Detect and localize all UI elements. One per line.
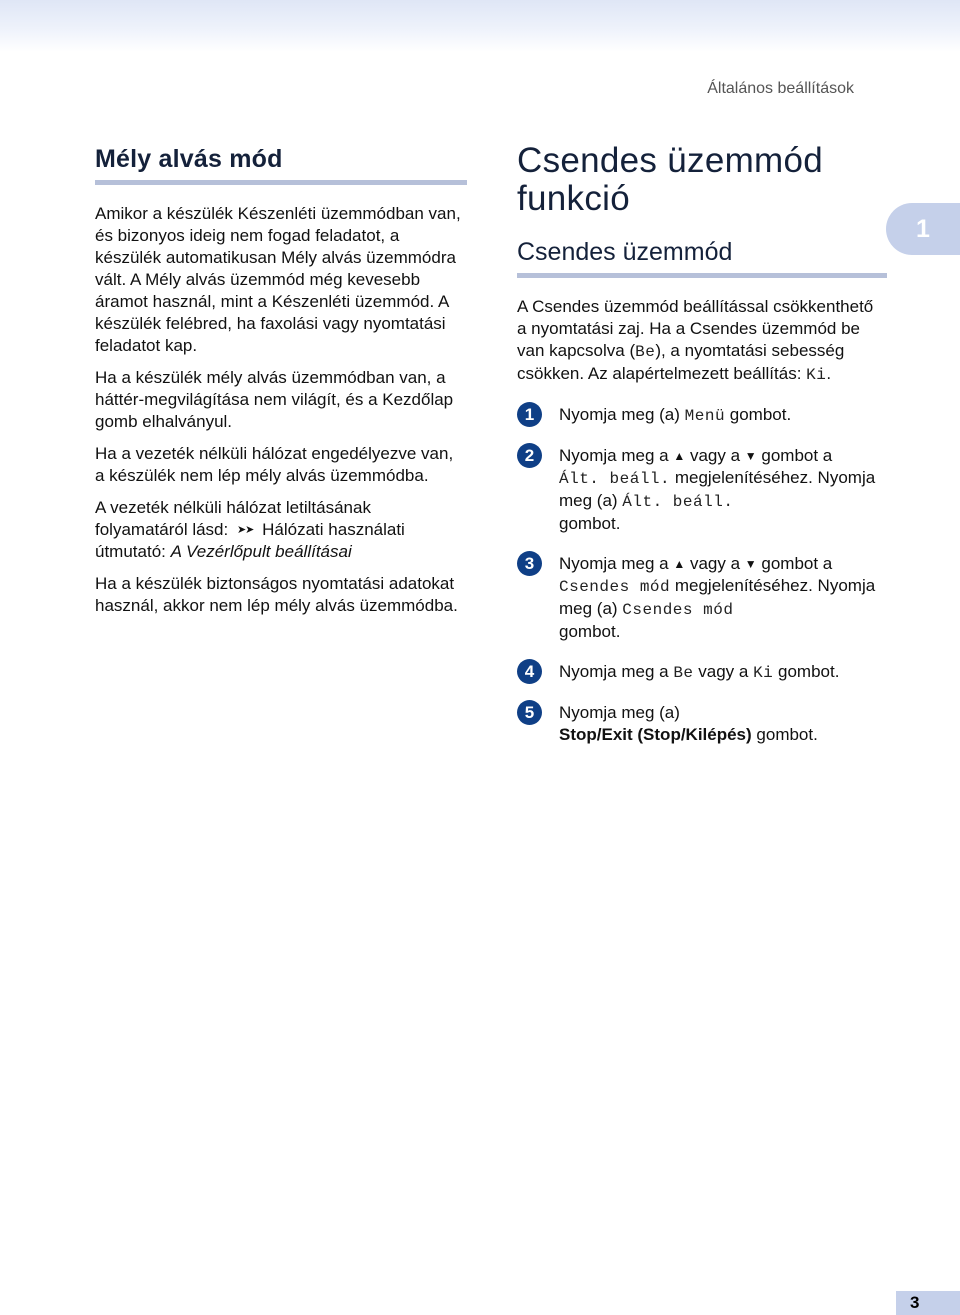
right-column xyxy=(517,142,887,764)
step-text-part: megjelenítéséhez. Nyomja meg (a) xyxy=(559,576,876,618)
guide-section-reference: A Vezérlőpult beállításai xyxy=(170,542,352,561)
step-text-part: gombot a xyxy=(756,554,833,573)
menu-key-label: Menü xyxy=(684,407,726,425)
step-text-part: vagy a xyxy=(693,662,754,681)
step-3 xyxy=(517,553,887,643)
intro-paragraph xyxy=(517,296,887,386)
lcd-option-label: Csendes mód xyxy=(559,578,671,596)
section-heading-deep-sleep: Mély alvás mód xyxy=(95,145,283,173)
step-number-badge: 2 xyxy=(517,443,542,468)
step-text-part: gombot. xyxy=(559,514,621,533)
intro-text: A Csendes üzemmód beállítással csökkenthető a nyomtatási zaj. Ha a Csendes üzemmód be van kapcsolva ( xyxy=(517,297,874,360)
step-number-badge: 5 xyxy=(517,700,542,725)
down-arrow-icon: ▼ xyxy=(744,449,757,463)
lcd-option-label: Csendes mód xyxy=(622,601,734,619)
subheading-rule xyxy=(517,273,887,278)
lcd-option-label: Ált. beáll. xyxy=(622,493,734,511)
step-text-part: gombot. xyxy=(725,405,792,424)
step-text-part: Nyomja meg a xyxy=(559,446,674,465)
left-column xyxy=(95,145,467,627)
step-text xyxy=(559,404,887,427)
down-arrow-icon: ▼ xyxy=(744,557,757,571)
step-number-badge: 1 xyxy=(517,402,542,427)
step-text-part: gombot a xyxy=(756,446,833,465)
double-arrow-icon: ➤➤ xyxy=(236,524,254,536)
intro-text: ), a nyomtatási sebesség csökken. Az alapértelmezett beállítás: xyxy=(517,341,845,383)
step-text-part: vagy a xyxy=(685,554,745,573)
up-arrow-icon: ▲ xyxy=(673,449,686,463)
step-text xyxy=(559,445,887,535)
setting-on-value: Be xyxy=(635,343,656,361)
step-text-part: gombot. xyxy=(773,662,840,681)
step-text xyxy=(559,553,887,643)
heading-rule xyxy=(95,180,467,185)
step-text-part: Nyomja meg (a) xyxy=(559,703,680,722)
step-text-part: Nyomja meg a xyxy=(559,554,674,573)
running-header: Általános beállítások xyxy=(707,80,854,97)
chapter-title: Csendes üzemmód funkció xyxy=(517,141,824,218)
step-text-part: vagy a xyxy=(685,446,745,465)
guide-reference: Hálózati használati útmutató: xyxy=(95,520,405,561)
lcd-option-label: Ki xyxy=(753,664,774,682)
paragraph-text: A vezeték nélküli hálózat letiltásának folyamatáról lásd: xyxy=(95,498,371,539)
step-text-part: Nyomja meg (a) xyxy=(559,405,685,424)
top-band xyxy=(0,0,960,52)
step-number-badge: 3 xyxy=(517,551,542,576)
paragraph: Amikor a készülék Készenléti üzemmódban van, és bizonyos ideig nem fogad feladatot, a készülék automatikusan Mély alvás üzemmódra vált. A Mély alvás üzemmód még kevesebb áramot használ, mint a Készenléti üzemmód. A készülék felébred, ha faxolási vagy nyomtatási feladatot kap. xyxy=(95,204,461,355)
paragraph: Ha a készülék mély alvás üzemmódban van, a háttér-megvilágítása nem világít, és a Kezdőlap gomb elhalványul. xyxy=(95,368,454,431)
subheading-quiet-mode: Csendes üzemmód xyxy=(517,238,733,266)
page-number: 3 xyxy=(896,1291,960,1315)
step-text xyxy=(559,661,887,684)
chapter-tab: 1 xyxy=(886,203,960,255)
step-4 xyxy=(517,661,887,684)
lcd-option-label: Ált. beáll. xyxy=(559,470,671,488)
lcd-option-label: Be xyxy=(673,664,694,682)
step-text-part: gombot. xyxy=(559,622,621,641)
step-5 xyxy=(517,702,887,746)
step-text xyxy=(559,702,887,746)
up-arrow-icon: ▲ xyxy=(673,557,686,571)
step-1 xyxy=(517,404,887,427)
step-text-part: gombot. xyxy=(751,725,818,744)
stop-exit-key-label: Stop/Exit (Stop/Kilépés) xyxy=(559,725,752,744)
paragraph-network-ref xyxy=(95,497,467,563)
step-text-part: Nyomja meg a xyxy=(559,662,674,681)
step-2 xyxy=(517,445,887,535)
setting-off-value: Ki xyxy=(806,366,827,384)
step-text-part: megjelenítéséhez. Nyomja meg (a) xyxy=(559,468,876,510)
step-number-badge: 4 xyxy=(517,659,542,684)
paragraph: Ha a készülék biztonságos nyomtatási adatokat használ, akkor nem lép mély alvás üzemmódba. xyxy=(95,574,458,615)
intro-text: . xyxy=(826,364,832,383)
paragraph: Ha a vezeték nélküli hálózat engedélyezve van, a készülék nem lép mély alvás üzemmódba. xyxy=(95,444,454,485)
